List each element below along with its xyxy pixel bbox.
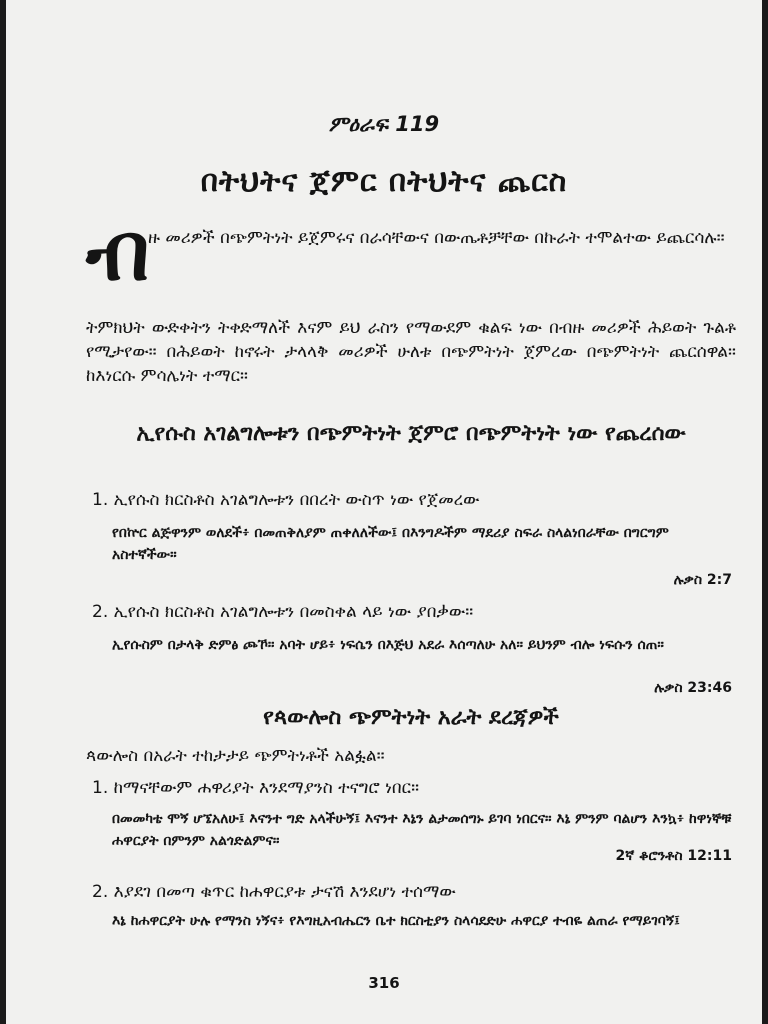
- intro-paragraph: ዙ መሪዎች በጭምትነት ይጀምሩና በራሳቸውና በውጤቶቻቸው በኩራት ተሞልተው ይጨርሳሉ።: [148, 228, 725, 248]
- section-heading-jesus: ኢየሱስ አገልግሎቱን በጭምትነት ጀምሮ በጭምትነት ነው የጨረሰው: [136, 421, 686, 446]
- list-item: 2. እያደገ በመጣ ቁጥር ከሐዋርያቱ ታናሽ እንደሆነ ተሰማው: [92, 882, 456, 902]
- section-heading-paul: የጳውሎስ ጭምትነት አራት ደረጃዎች: [263, 705, 559, 730]
- list-item: 1. ከማናቸውም ሐዋሪያት እንደማያንስ ተናግሮ ነበር።: [92, 778, 420, 798]
- list-item: 2. ኢየሱስ ክርስቶስ አገልግሎቱን በመስቀል ላይ ነው ያበቃው።: [92, 602, 474, 622]
- page-number: 316: [368, 974, 400, 992]
- chapter-number: ምዕራፍ 119: [328, 112, 440, 136]
- scripture-reference: ሉቃስ 2:7: [673, 572, 732, 588]
- drop-cap: ብ: [86, 205, 150, 298]
- scripture-quote: የበኵር ልጅዋንም ወለደች፥ በመጠቅለያም ጠቀለለችው፤ በእንግዶችም ማደሪያ ስፍራ ስላልነበራቸው በግርግም አስተኛችው።: [112, 525, 669, 563]
- body-paragraph: ትምክህት ውድቀትን ትቀድማለች እናም ይህ ራስን የማውደም ቁልፍ ነው በብዙ መሪዎች ሕይወት ጉልቶ የሚታየው። በሕይወት ከኖሩት ታላላቅ መሪዎች ሁለቱ በጭምትነት ጀምረው በጭምትነት ጨርሰዋል። ከእነርሱ ምሳሌነት ተማር።: [86, 318, 736, 386]
- chapter-title: በትህትና ጀምር በትህትና ጨርስ: [200, 164, 568, 199]
- scan-right-edge: [762, 0, 768, 1024]
- scripture-quote: እኔ ከሐዋርያት ሁሉ የማንስ ነኝና፥ የእግዚአብሔርን ቤተ ክርስቲያን ስላሳደድሁ ሐዋርያ ተብዬ ልጠራ የማይገባኝ፤: [112, 913, 680, 929]
- scan-left-edge: [0, 0, 6, 1024]
- scripture-quote: በመመካቴ ሞኝ ሆኜአለሁ፤ እናንተ ግድ አላችሁኝ፤ እናንተ እኔን ልታመሰግኑ ይገባ ነበርና። እኔ ምንም ባልሆን እንኳ፥ ከዋነኞቹ ሐዋርያት በምንም አልጎድልምና።: [112, 811, 732, 849]
- scripture-quote: ኢየሱስም በታላቅ ድምፅ ጮኾ። አባት ሆይ፥ ነፍሴን በእጅህ አደራ እሰጣለሁ አለ። ይህንም ብሎ ነፍሱን ሰጠ።: [112, 637, 664, 653]
- list-item: 1. ኢየሱስ ክርስቶስ አገልግሎቱን በበረት ውስጥ ነው የጀመረው: [92, 490, 480, 510]
- scripture-reference: ሉቃስ 23:46: [654, 680, 732, 696]
- scripture-reference: 2ኛ ቆሮንቶስ 12:11: [615, 848, 732, 864]
- section-lead: ጳውሎስ በአራት ተከታታይ ጭምትነቶች አልፏል።: [86, 746, 385, 766]
